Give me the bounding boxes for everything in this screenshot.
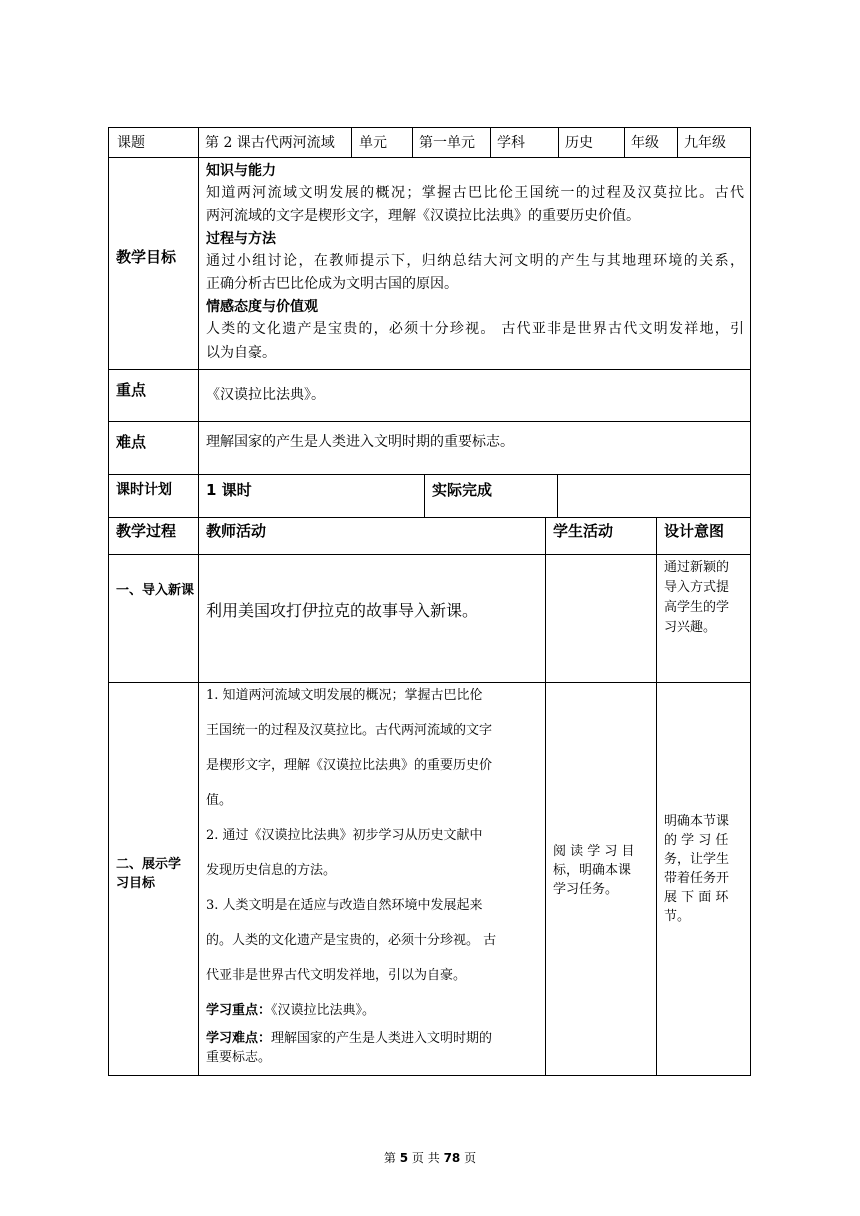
- table-line: [558, 127, 559, 158]
- table-line: [108, 127, 109, 1076]
- difficulty-label: 难点: [116, 433, 147, 451]
- table-line: [490, 127, 491, 158]
- actual-completion-label: 实际完成: [432, 481, 493, 499]
- table-line: [424, 474, 425, 518]
- intent-line: 带着任务开: [664, 871, 730, 886]
- objectives-text: 知道两河流域文明发展的概况；掌握古巴比伦王国统一的过程及汉莫拉比。古代: [206, 185, 744, 201]
- goal-line: 2. 通过《汉谟拉比法典》初步学习从历史文献中: [206, 828, 483, 843]
- goals-teacher-activity: [206, 686, 540, 1067]
- footer-page-number: 5: [399, 1151, 409, 1165]
- intent-line: 展 下 面 环: [664, 890, 729, 905]
- objectives-text: 人类的文化遗产是宝贵的，必须十分珍视。 古代亚非是世界古代文明发祥地，引: [206, 321, 744, 337]
- topic-label: 课题: [117, 135, 145, 151]
- schedule-value: 1 课时: [206, 481, 252, 499]
- student-line: 学习任务。: [553, 882, 619, 897]
- table-line: [108, 127, 751, 128]
- table-line: [545, 517, 546, 1076]
- intent-line: 通过新颖的: [664, 560, 730, 575]
- footer-middle: 页 共: [411, 1151, 440, 1165]
- objectives-heading-process: 过程与方法: [206, 231, 276, 247]
- difficulty-value: 理解国家的产生是人类进入文明时期的重要标志。: [206, 434, 514, 450]
- schedule-label: 课时计划: [116, 482, 172, 498]
- intro-teacher-activity: 利用美国攻打伊拉克的故事导入新课。: [206, 601, 479, 620]
- table-line: [108, 421, 751, 422]
- key-point-label: 重点: [116, 381, 147, 399]
- subject-label: 学科: [497, 135, 525, 151]
- unit-value: 第一单元: [419, 135, 475, 151]
- objectives-heading-knowledge: 知识与能力: [206, 163, 276, 179]
- table-line: [750, 127, 751, 1076]
- intent-line: 务，让学生: [664, 852, 730, 867]
- table-line: [108, 682, 751, 683]
- footer-prefix: 第: [383, 1151, 396, 1165]
- table-line: [108, 554, 751, 555]
- intro-stage: 一、导入新课: [116, 583, 195, 598]
- goals-stage: [116, 855, 196, 893]
- objectives-text: 两河流域的文字是楔形文字，理解《汉谟拉比法典》的重要历史价值。: [206, 208, 640, 224]
- table-line: [108, 474, 751, 475]
- intent-line: 节。: [664, 909, 691, 924]
- objectives-label: 教学目标: [116, 248, 177, 266]
- intent-line: 的 学 习 任: [664, 833, 729, 848]
- objectives-text: 通过小组讨论，在教师提示下，归纳总结大河文明的产生与其地理环境的关系，: [206, 253, 744, 269]
- goal-line: 代亚非是世界古代文明发祥地，引以为自豪。: [206, 968, 467, 983]
- stage-line: 习目标: [116, 876, 156, 891]
- unit-label: 单元: [359, 135, 387, 151]
- process-header: 教学过程: [116, 522, 177, 540]
- goal-line: 的。人类的文化遗产是宝贵的，必须十分珍视。 古: [206, 933, 497, 948]
- table-line: [557, 474, 558, 518]
- topic-value: 第 2 课古代两河流域: [205, 135, 335, 151]
- goal-line: 是楔形文字，理解《汉谟拉比法典》的重要历史价: [206, 758, 493, 773]
- student-activity-header: 学生活动: [553, 522, 614, 540]
- goals-student-activity: [553, 842, 651, 899]
- objectives-text: 以为自豪。: [206, 345, 276, 361]
- objectives-text: 正确分析古巴比伦成为文明古国的原因。: [206, 276, 458, 292]
- goal-key-point: [206, 1001, 540, 1029]
- student-line: 标，明确本课: [553, 863, 632, 878]
- table-line: [108, 1075, 751, 1076]
- goal-line: 1. 知道两河流域文明发展的概况；掌握古巴比伦: [206, 688, 483, 703]
- grade-label: 年级: [631, 135, 659, 151]
- design-intent-header: 设计意图: [664, 522, 725, 540]
- subject-value: 历史: [565, 135, 593, 151]
- goal-line: 发现历史信息的方法。: [206, 863, 337, 878]
- table-line: [624, 127, 625, 158]
- table-line: [108, 369, 751, 370]
- intent-line: 导入方式提: [664, 580, 730, 595]
- goal-difficulty: [206, 1029, 540, 1048]
- intent-line: 习兴趣。: [664, 620, 717, 635]
- table-line: [108, 517, 751, 518]
- goal-line: 3. 人类文明是在适应与改造自然环境中发展起来: [206, 898, 483, 913]
- goal-diff-label: 学习难点：: [206, 1031, 272, 1046]
- goal-key-value: 《汉谟拉比法典》。: [271, 1003, 376, 1018]
- footer-total-pages: 78: [443, 1151, 461, 1165]
- table-line: [351, 127, 352, 158]
- intent-line: 明确本节课: [664, 814, 730, 829]
- goal-line: 王国统一的过程及汉莫拉比。古代两河流域的文字: [206, 723, 493, 738]
- student-line: 阅 读 学 习 目: [553, 844, 635, 859]
- goal-diff-value: 理解国家的产生是人类进入文明时期的: [271, 1031, 493, 1046]
- intro-design-intent: [664, 558, 746, 638]
- teacher-activity-header: 教师活动: [206, 522, 267, 540]
- objectives-heading-values: 情感态度与价值观: [206, 299, 318, 315]
- grade-value: 九年级: [684, 135, 726, 151]
- stage-line: 二、展示学: [116, 857, 182, 872]
- table-line: [198, 127, 199, 1076]
- goal-key-label: 学习重点：: [206, 1003, 272, 1018]
- page-footer: [0, 1150, 860, 1166]
- goal-difficulty-cont: 重要标志。: [206, 1050, 272, 1065]
- table-line: [412, 127, 413, 158]
- key-point-value: 《汉谟拉比法典》。: [206, 387, 325, 403]
- goal-line: 值。: [206, 793, 233, 808]
- table-line: [656, 517, 657, 1076]
- footer-suffix: 页: [464, 1151, 477, 1165]
- table-line: [108, 157, 751, 158]
- intent-line: 高学生的学: [664, 600, 730, 615]
- table-line: [677, 127, 678, 158]
- goals-design-intent: [664, 812, 746, 926]
